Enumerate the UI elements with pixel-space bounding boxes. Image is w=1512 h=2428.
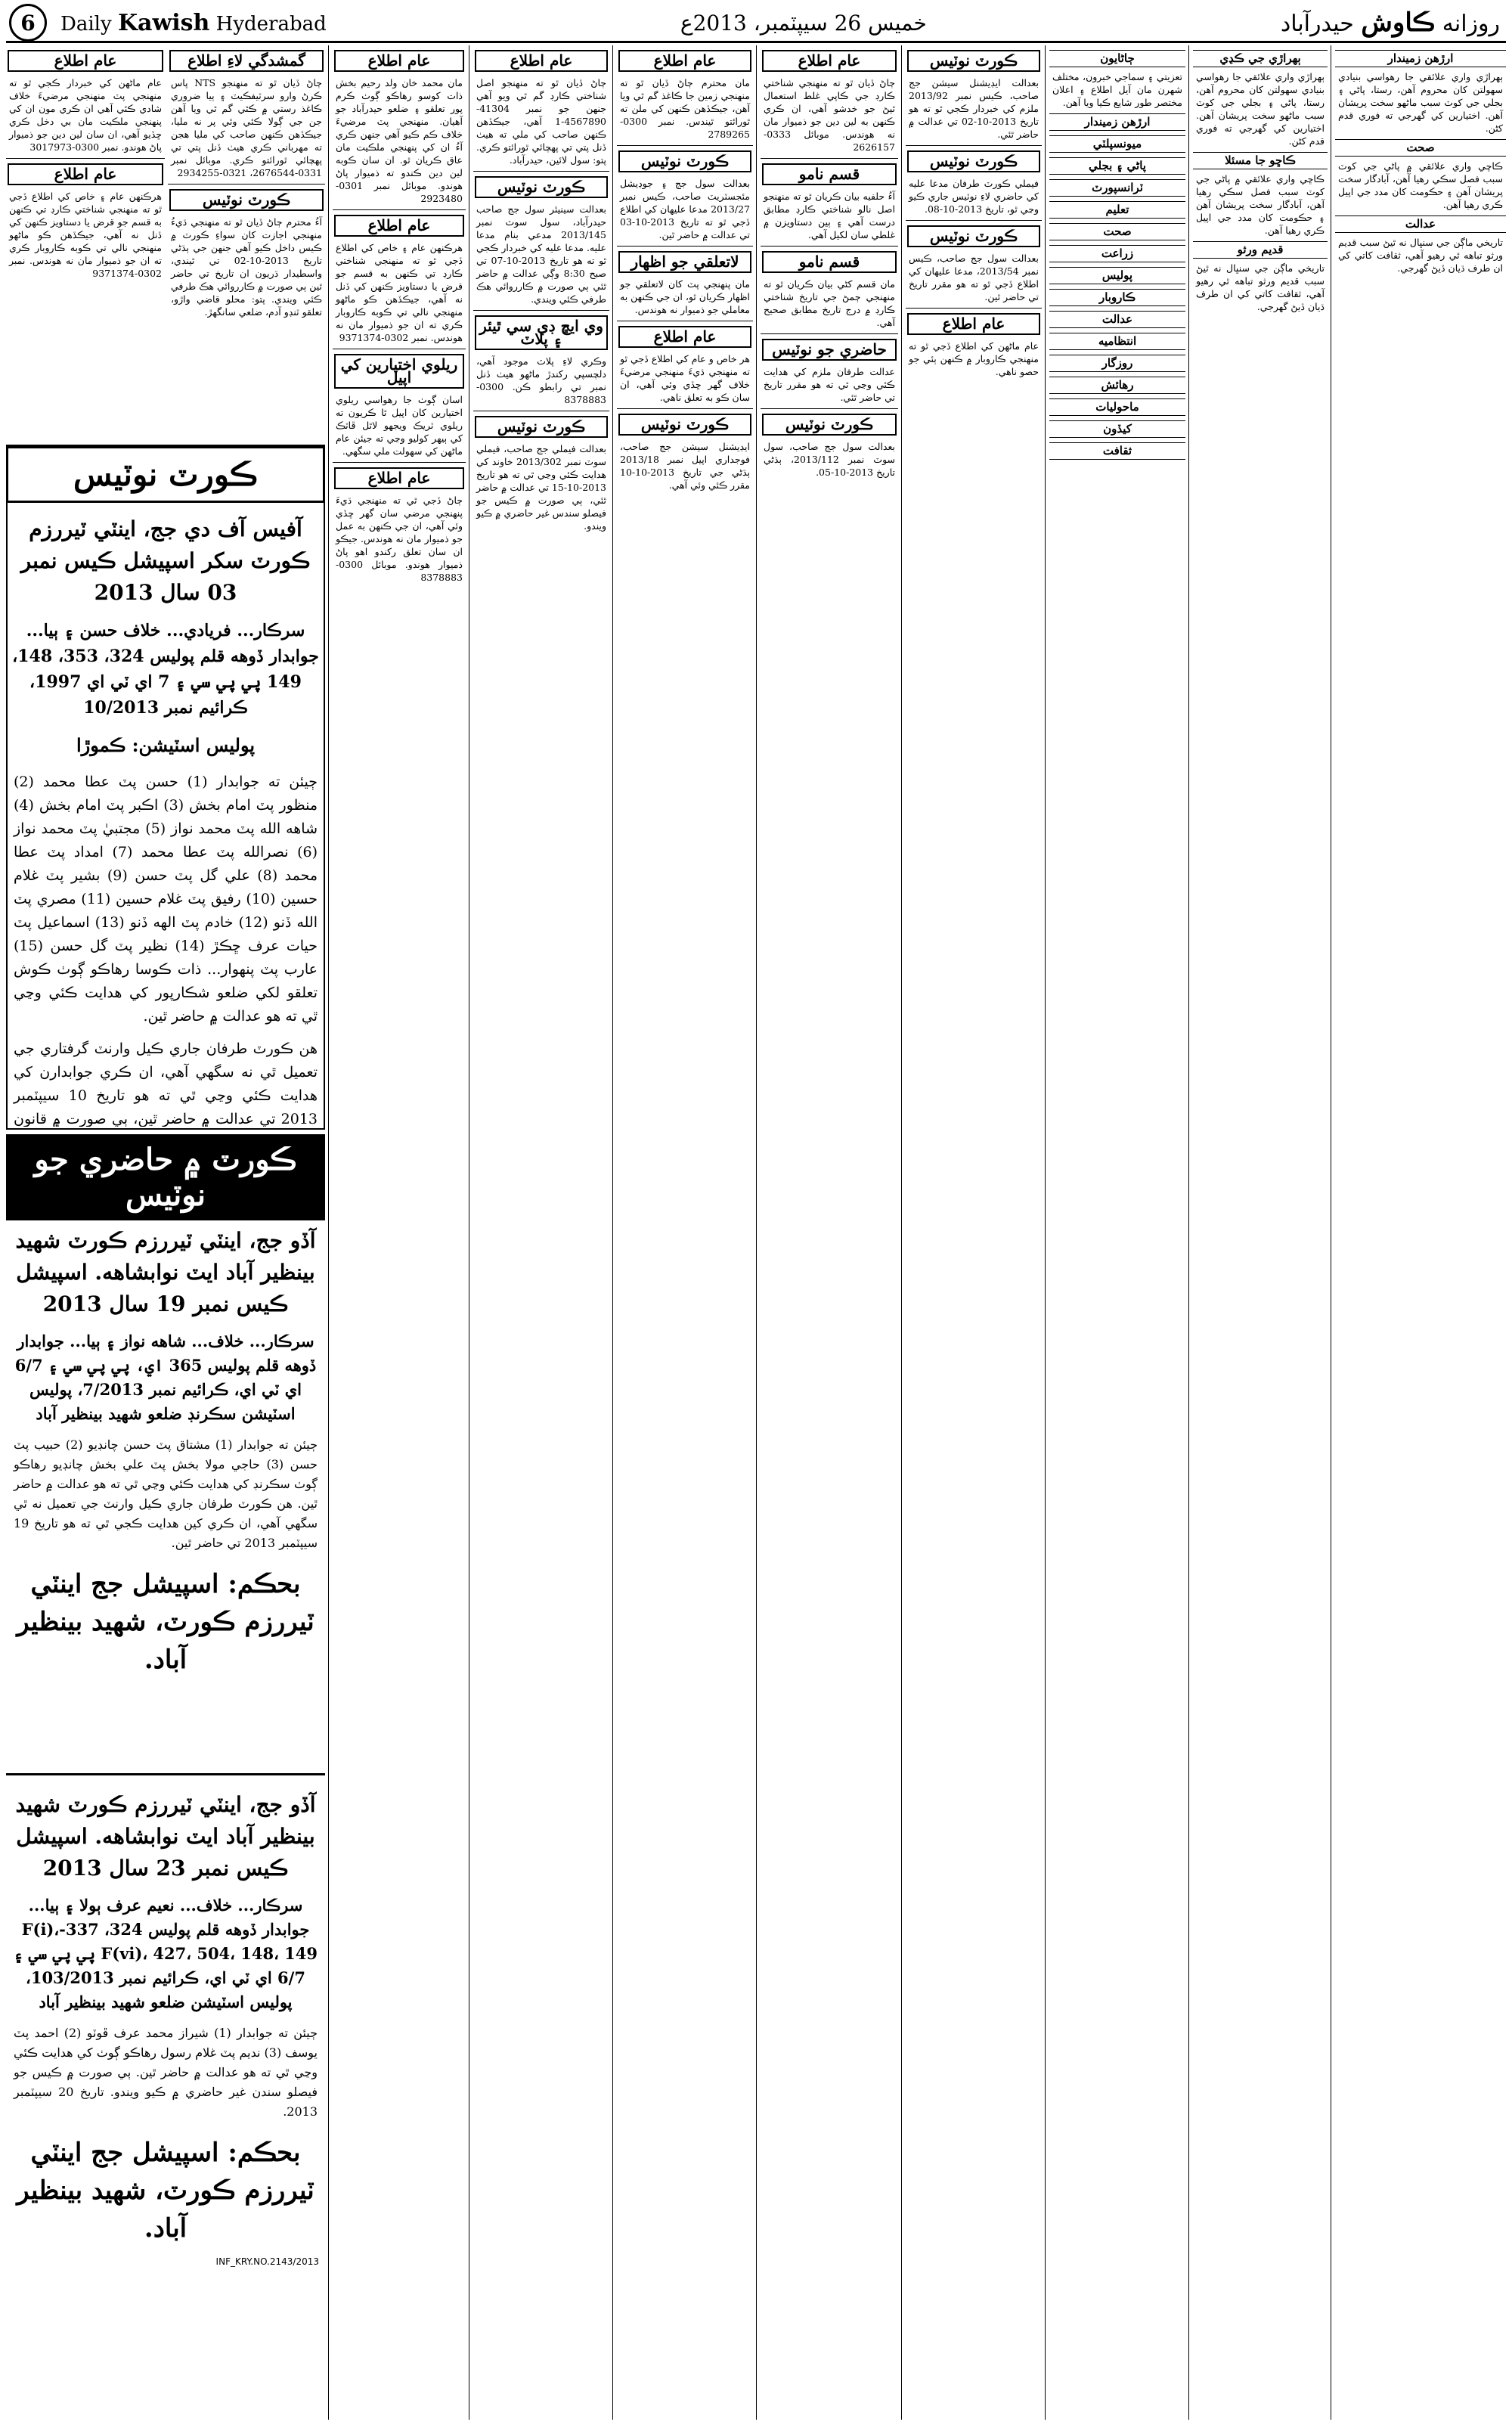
- notice-text: هر خاص و عام کي اطلاع ڏجي ٿو ته منهنجي ڌيءَ منهنجي مرضيءَ خلاف گهر ڇڏي وئي آهي، ان سان ڪو به تعلق ناهي.: [620, 353, 750, 403]
- divider: [6, 158, 165, 159]
- section-heading: ٻهراڙي جي ڪڍي: [1193, 50, 1328, 67]
- section-text: ٻهراڙي واري علائقي جا رهواسي بنيادي سهولتن کان محروم آهن، رستا، پاڻي ۽ بجلي جي کوٽ سبب ماڻهو سخت پريشان آهن. اختيارين کي گهرجي ته فوري قدم کڻن.: [1338, 71, 1503, 134]
- notice-banner: ڪورٽ ۾ حاضري جو نوٽيس: [6, 1134, 325, 1220]
- notice-heading: ڪورٽ نوٽيس: [618, 414, 751, 436]
- notice-heading: عام اطلاع: [618, 326, 751, 348]
- section-heading: عدالت: [1335, 216, 1506, 233]
- divider: [333, 462, 466, 463]
- notice-heading: ڪورٽ نوٽيس: [618, 150, 751, 172]
- column-7: [1049, 45, 1185, 2420]
- divider: [6, 1773, 325, 1775]
- court-title: آڏو جج، اينٽي ٽيررزم ڪورٽ شهيد بينظير آباد ايٽ نوابشاهه. اسپيشل ڪيس نمبر 19 سال 2013: [15, 1228, 316, 1316]
- notice-text: مان قسم کڻي بيان ڪريان ٿو ته منهنجي ڄمڻ جي تاريخ شناختي ڪارڊ ۾ درج تاريخ مطابق صحيح آهي.: [764, 278, 895, 328]
- notice-text: بعدالت سول جج ۽ جوڊيشل مئجسٽريٽ صاحب، ڪيس نمبر 2013/27 مدعا عليهان کي اطلاع ڏجي ٿو ته تاريخ 2013-10-03 تي عدالت ۾ حاضر ٿين.: [620, 178, 750, 240]
- section-heading: ثقافت: [1049, 442, 1185, 460]
- divider: [617, 246, 753, 247]
- left-top-col-b: [168, 45, 325, 469]
- section-heading: تعليم: [1049, 201, 1185, 219]
- section-text: ڪاڇي واري علائقي ۾ پاڻي جي کوٽ سبب فصل سڪي رهيا آهن، آبادگار سخت پريشان آهن ۽ حڪومت کان مدد جي اپيل ڪري رهيا آهن.: [1196, 173, 1325, 236]
- issue-date: خميس 26 سيپٽمبر، 2013ع: [680, 10, 927, 36]
- section-heading: صحت: [1335, 139, 1506, 157]
- notice-heading: عام اطلاع: [334, 215, 464, 237]
- section-heading: انتظاميه: [1049, 333, 1185, 350]
- divider: [617, 408, 753, 409]
- notice-text: بعدالت سول جج صاحب، ڪيس نمبر 2013/54، مدعا عليهان کي اطلاع ڏجي ٿو ته هو مقرر تاريخ تي حاضر ٿين.: [909, 253, 1040, 302]
- divider: [333, 209, 466, 210]
- column-3: [473, 45, 609, 2420]
- section-text: تاريخي ماڳن جي سنڀال نه ٿيڻ سبب قديم ورثو تباهه ٿي رهيو آهي، ثقافت کاتي کي ان طرف ڌيان ڏيڻ گهرجي.: [1338, 237, 1503, 274]
- notice-text: بعدالت فيملي جج صاحب، فيملي سوٽ نمبر 2013/302 خاوند کي هدايت ڪئي وڃي ٿي ته هو تاريخ 2013-10-15 تي عدالت ۾ حاضر ٿئي، ٻي صورت ۾ ڪيس جو فيصلو سندس غير حاضري ۾ ڪيو ويندو.: [476, 443, 606, 532]
- column-6: [906, 45, 1042, 2420]
- case-title: سرڪار... خلاف... شاهه نواز ۽ ٻيا... جوابدار ڏوهه قلم پوليس 365 اي، پي پي سي ۽ 6/7 اي ٽي اي، ڪرائيم نمبر 7/2013، پوليس اسٽيشن سڪرنڊ ضلعو شهيد بينظير آباد: [14, 1332, 317, 1423]
- court-notice-sukkur: [6, 446, 325, 1127]
- notice-heading: ڪورٽ نوٽيس: [475, 176, 608, 198]
- notice-heading: عام اطلاع: [334, 467, 464, 489]
- column-rule: [612, 45, 613, 2420]
- page-number: 6: [9, 4, 47, 42]
- body-text: هن ڪورٽ طرفان جاري ڪيل وارنٽ گرفتاري جي تعميل ٿي نه سگهي آهي، ان ڪري جوابدارن کي هدايت ڪئي وڃي ٿي ته هو تاريخ 10 سيپٽمبر 2013 تي عدالت ۾ حاضر ٿين، ٻي صورت ۾ قانون: [14, 1040, 318, 1127]
- notice-banner: ڪورٽ نوٽيس: [6, 446, 325, 503]
- notice-heading: ڪورٽ نوٽيس: [169, 189, 324, 211]
- parties-text: ڄيئن ته جوابدار (1) مشتاق پٽ حسن چانڊيو (2) حبيب پٽ حسن (3) حاجي مولا بخش پٽ علي بخش چانڊيو رهاڪو ڳوٺ سڪرنڊ کي هدايت ڪئي وڃي ٿي ته هو عدالت ۾ حاضر ٿين. هن ڪورٽ طرفان جاري ڪيل وارنٽ جي تعميل نه ٿي سگهي آهي، ان ڪري کين هدايت ڪجي ٿي ته هو تاريخ 19 سيپٽمبر 2013 تي حاضر ٿين.: [14, 1437, 318, 1550]
- section-text: ڪاڇي واري علائقي ۾ پاڻي جي کوٽ سبب فصل سڪي رهيا آهن، آبادگار سخت پريشان آهن ۽ حڪومت کان مدد جي اپيل ڪري رهيا آهن.: [1338, 160, 1503, 210]
- section-heading: عدالت: [1049, 311, 1185, 328]
- notice-text: ايڊيشنل سيشن جج صاحب، فوجداري اپيل نمبر 2013/18 ٻڌڻي جي تاريخ 2013-10-10 مقرر ڪئي وئي آهي.: [620, 441, 750, 491]
- section-heading: پاڻي ۽ بجلي: [1049, 157, 1185, 175]
- notice-text: هرڪنهن عام ۽ خاص کي اطلاع ڏجي ٿو ته منهنجي شناختي ڪارڊ تي ڪنهن به قسم جو قرض يا دستاويز ڪنهن کي ڏنل نه آهي، جيڪڏهن ڪو ماڻهو منهنجي نالي تي ڪوبه ڪاروبار ڪري ته ان جو ذميوار مان نه هوندس. نمبر 0302-9371374: [9, 191, 162, 279]
- notice-heading: عام اطلاع: [334, 50, 464, 72]
- notice-text: بعدالت سينيئر سول جج صاحب حيدرآباد، سول سوٽ نمبر 2013/145 مدعي بنام مدعا عليه. مدعا عليه کي خبردار ڪجي ٿو ته هو تاريخ 2013-10-07 تي صبح 8:30 وڳي عدالت ۾ حاضر ٿئي ٻي صورت ۾ ڪارروائي هڪ طرفي ڪئي ويندي.: [476, 203, 607, 305]
- left-top-col-a: [6, 45, 165, 469]
- section-heading: ماحوليات: [1049, 398, 1185, 416]
- notice-heading: ڪورٽ نوٽيس: [762, 414, 897, 436]
- notice-text: ڄاڻ ڏيان ٿو ته منهنجو اصل شناختي ڪارڊ گم ٿي ويو آهي جنهن جو نمبر 41304-4567890-1 آهي، جيڪڏهن ڪنهن صاحب کي ملي ته هيٺ ڏنل پتي تي پهچائي ٿورائتو ڪري. پتو: سول لائين، حيدرآباد.: [476, 77, 606, 166]
- masthead: [6, 5, 1506, 43]
- divider: [473, 310, 609, 311]
- column-5: [761, 45, 898, 2420]
- section-heading: روزگار: [1049, 355, 1185, 372]
- paper-name-ur-brand: ڪاوش: [1361, 8, 1436, 38]
- divider: [473, 171, 609, 172]
- divider: [906, 308, 1042, 309]
- court-title: آڏو جج، اينٽي ٽيررزم ڪورٽ شهيد بينظير آباد ايٽ نوابشاهه. اسپيشل ڪيس نمبر 23 سال 2013: [15, 1792, 316, 1881]
- parties-text: ڄيئن ته جوابدار (1) حسن پٽ عطا محمد (2) منظور پٽ امام بخش (3) اڪبر پٽ امام بخش (4) شاهه الله پٽ محمد نواز (5) مجتبيٰ پٽ محمد نواز (6) نصرالله پٽ عطا محمد (7) امداد پٽ عطا محمد (8) علي گل پٽ حسن (9) بشير پٽ غلام حسين (10) رفيق پٽ غلام حسين (11) مصري پٽ الله ڏنو (12) خادم پٽ الهه ڏنو (13) اسماعيل پٽ حيات عرف ڇڪڙ (14) نظير پٽ گل حسن (15) عارب پٽ پنهوار... ذات ڪوسا رهاڪو ڳوٺ ڪوش تعلقو لکي ضلعو شڪارپور کي هدايت ڪئي وڃي ٿي ته هو عدالت ۾ حاضر ٿين.: [14, 774, 318, 1025]
- section-heading: صحت: [1049, 223, 1185, 240]
- divider: [761, 408, 898, 409]
- notice-text: هرڪنهن عام ۽ خاص کي اطلاع ڏجي ٿو ته منهنجي شناختي ڪارڊ تي ڪنهن به قسم جو قرض يا دستاويز ڪنهن کي ڏنل نه آهي، جيڪڏهن ڪو ماڻهو منهنجي نالي تي ڪوبه ڪاروبار ڪري ته ان جو ذميوار مان نه هوندس. نمبر 0302-9371374: [336, 242, 463, 343]
- notice-text: ڄاڻ ڏيان ٿو ته منهنجو NTS پاس ڪرڻ وارو سرٽيفڪيٽ ۽ ٻيا ضروري ڪاغذ رستي ۾ ڪٿي گم ٿي ويا آهن جن جي ڳولا ڪئي وئي پر نه مليا، جيڪڏهن ڪنهن صاحب کي مليا هجن ته مهرباني ڪري هيٺ ڏنل پتي تي پهچائي ٿورائتو ڪري. موبائل نمبر 0331-2676544، 0321-2934255: [171, 77, 322, 178]
- notice-text: وڪري لاءِ پلاٽ موجود آهي، دلچسپي رکندڙ ماڻهو هيٺ ڏنل نمبر تي رابطو ڪن. 0300-8378883: [476, 355, 606, 405]
- divider: [906, 220, 1042, 221]
- column-rule: [328, 45, 329, 2420]
- section-heading: قديم ورثو: [1193, 241, 1328, 259]
- notice-text: عام ماڻهن کي اطلاع ڏجي ٿو ته منهنجي ڪاروبار ۾ ڪنهن ٻئي جو حصو ناهي.: [909, 340, 1039, 377]
- notice-text: مان محمد خان ولد رحيم بخش ذات کوسو رهاڪو ڳوٺ ڪرم پور تعلقو ۽ ضلعو حيدرآباد جو آهيان. منهنجي پٽ مرضيءَ خلاف ڪم ڪيو آهي جنهن ڪري آءُ ان کي پنهنجي ملڪيت مان عاق ڪريان ٿو. ان سان ڪوبه لين دين ڪندو ته ذميوار پاڻ هوندو. موبائل نمبر 0301-2923480: [336, 77, 463, 204]
- notice-heading: عام اطلاع: [618, 50, 751, 72]
- section-heading: ڪاڇو جا مسئلا: [1193, 152, 1328, 169]
- section-heading: ارڙهن زميندار: [1335, 50, 1506, 67]
- paper-name-prefix: Daily: [60, 12, 112, 36]
- column-rule: [1188, 45, 1189, 2420]
- paper-name-urdu: [1281, 8, 1500, 38]
- notice-text: اسان ڳوٺ جا رهواسي ريلوي اختيارين کان اپيل ٿا ڪريون ته ريلوي ٽريڪ ويجهو لاٿل ڦاٽڪ کي ٻيهر کوليو وڃي ته جيئن عام ماڻهن کي سهولت ملي سگهي.: [336, 394, 463, 457]
- section-text: ٻهراڙي واري علائقي جا رهواسي بنيادي سهولتن کان محروم آهن، رستا، پاڻي ۽ بجلي جي کوٽ سبب ماڻهو سخت پريشان آهن. اختيارين کي گهرجي ته فوري قدم کڻن.: [1196, 71, 1325, 147]
- case-title: سرڪار... خلاف... نعيم عرف ٻولا ۽ ٻيا... جوابدار ڏوهه قلم پوليس 324، 337-F(i)، F(vi)، 427، 504، 148، 149 پي پي سي ۽ 6/7 اي ٽي اي، ڪرائيم نمبر 103/2013، پوليس اسٽيشن ضلعو شهيد بينظير آباد: [13, 1896, 318, 2011]
- section-heading: ارڙهن زميندار: [1049, 113, 1185, 131]
- divider: [168, 184, 325, 185]
- court-attendance-notice-2: [6, 1785, 325, 2420]
- divider: [761, 333, 898, 334]
- notice-text: عام ماڻهن کي خبردار ڪجي ٿو ته منهنجي پٽ منهنجي مرضيءَ خلاف شادي ڪئي آهي ان ڪري مون ان کي پنهنجي ملڪيت مان بي دخل ڪري ڇڏيو آهي، ان سان لين دين جو ذميوار پاڻ هوندو. نمبر 0300-3017973: [9, 77, 162, 153]
- divider: [906, 145, 1042, 146]
- police-station: پوليس اسٽيشن: ڪموڙا: [76, 734, 256, 756]
- paper-name-english: [60, 10, 327, 36]
- notice-heading: ڪورٽ نوٽيس: [907, 225, 1040, 247]
- reference-number: INF_KRY.NO.2143/2013: [215, 2256, 319, 2267]
- notice-text: مان محترم ڄاڻ ڏيان ٿو ته منهنجي زمين جا ڪاغذ گم ٿي ويا آهن، جيڪڏهن ڪنهن کي ملن ته ٿورائتو ٿيندس. نمبر 0300-2789265: [620, 77, 750, 140]
- column-rule: [901, 45, 902, 2420]
- section-heading: ڄاڻايون: [1049, 50, 1185, 67]
- section-heading: کيڏون: [1049, 420, 1185, 438]
- notice-heading: لاتعلقي جو اظهار: [618, 251, 751, 273]
- notice-heading: حاضري جو نوٽيس: [762, 339, 897, 361]
- notice-heading: ريلوي اختيارين کي اپيل: [334, 354, 464, 389]
- notice-heading: ڪورٽ نوٽيس: [907, 150, 1040, 172]
- section-heading: ميونسپلٽي: [1049, 135, 1185, 153]
- section-heading: ڪاروبار: [1049, 289, 1185, 306]
- notice-heading: عام اطلاع: [8, 50, 163, 72]
- column-rule: [756, 45, 757, 2420]
- notice-heading: وي ايڇ ڊي سي ٿيئر ۽ پلاٽ: [475, 315, 608, 350]
- notice-heading: ڪورٽ نوٽيس: [907, 50, 1040, 72]
- section-heading: پوليس: [1049, 267, 1185, 284]
- section-text: تاريخي ماڳن جي سنڀال نه ٿيڻ سبب قديم ورثو تباهه ٿي رهيو آهي، ثقافت کاتي کي ان طرف ڌيان ڏيڻ گهرجي.: [1196, 262, 1325, 312]
- section-heading: زراعت: [1049, 245, 1185, 262]
- paper-name-city: Hyderabad: [215, 12, 327, 36]
- notice-heading: عام اطلاع: [475, 50, 608, 72]
- court-title: آفيس آف دي جج، اينٽي ٽيررزم ڪورٽ سکر اسپيشل ڪيس نمبر 03 سال 2013: [20, 516, 311, 605]
- column-4: [617, 45, 753, 2420]
- parties-text: ڄيئن ته جوابدار (1) شيراز محمد عرف ڦوٽو (2) احمد پٽ يوسف (3) نديم پٽ غلام رسول رهاڪو ڳوٺ کي هدايت ڪئي وڃي ٿي ته هو عدالت ۾ حاضر ٿين. ٻي صورت ۾ ڪيس جو فيصلو سندن غير حاضري ۾ ڪيو ويندو. تاريخ 20 سيپٽمبر 2013.: [14, 2026, 318, 2119]
- court-attendance-notice-1: [6, 1134, 325, 1769]
- case-title: سرڪار... فريادي... خلاف حسن ۽ ٻيا... جوابدار ڏوهه قلم پوليس 324، 353، 148، 149 پي پي سي ۽ 7 اي ٽي اي 1997، ڪرائيم نمبر 10/2013: [12, 621, 319, 718]
- notice-heading: عام اطلاع: [8, 163, 163, 185]
- divider: [617, 145, 753, 146]
- section-heading: ٽرانسپورٽ: [1049, 179, 1185, 197]
- notice-heading: ڪورٽ نوٽيس: [475, 416, 608, 438]
- notice-text: آءُ محترم ڄاڻ ڏيان ٿو ته منهنجي ڌيءُ منهنجي اجازت کان سواءِ ڪورٽ ۾ ڪيس داخل ڪيو آهي جنهن جي ٻڌڻي تاريخ 2013-10-02 تي ٿيندي، واسطيدار ڌريون ان تاريخ تي حاضر ٿين ٻي صورت ۾ ڪارروائي هڪ طرفي ڪئي ويندي. پتو: محلو قاضي واڙو، تعلقو ٽنڊو آدم، ضلعي سانگهڙ.: [171, 216, 322, 318]
- divider: [761, 246, 898, 247]
- paper-name-brand: Kawish: [117, 9, 210, 36]
- paper-name-ur-prefix: روزانه: [1442, 11, 1500, 37]
- notice-heading: قسم نامو: [762, 251, 897, 273]
- notice-text: عدالت طرفان ملزم کي هدايت ڪئي وڃي ٿي ته هو مقرر تاريخ تي حاضر ٿئي.: [764, 366, 895, 403]
- divider: [761, 158, 898, 159]
- column-2: [333, 45, 466, 2420]
- notice-text: بعدالت سول جج صاحب، سول سوٽ نمبر 2013/112، ٻڌڻي تاريخ 2013-10-05.: [764, 441, 895, 478]
- notice-heading: عام اطلاع: [907, 313, 1040, 335]
- notice-text: بعدالت ايڊيشنل سيشن جج صاحب، ڪيس نمبر 2013/92 ملزم کي خبردار ڪجي ٿو ته هو تاريخ 2013-10-02 تي عدالت ۾ حاضر ٿئي.: [909, 77, 1039, 140]
- notice-text: ڄاڻ ڏيان ٿو ته منهنجي شناختي ڪارڊ جي ڪاپي غلط استعمال ٿيڻ جو خدشو آهي، ان ڪري ڪنهن به لين دين جو ذميوار مان نه هوندس. موبائل 0333-2626157: [764, 77, 895, 153]
- notice-heading: قسم نامو: [762, 163, 897, 185]
- notice-heading: گمشدگي لاءِ اطلاع: [169, 50, 324, 72]
- notice-text: مان پنهنجي پٽ کان لاتعلقي جو اظهار ڪريان ٿو، ان جي ڪنهن به معاملي جو ذميوار نه هوندس.: [620, 278, 750, 315]
- paper-name-ur-city: حيدرآباد: [1280, 11, 1354, 37]
- column-rule: [1045, 45, 1046, 2420]
- notice-text: آءُ حلفيه بيان ڪريان ٿو ته منهنجو اصل نالو شناختي ڪارڊ مطابق درست آهي ۽ ٻين دستاويزن ۾ غلطي سان لکيل آهي.: [764, 191, 895, 240]
- section-heading: رهائش: [1049, 377, 1185, 394]
- notice-heading: عام اطلاع: [762, 50, 897, 72]
- column-9: [1335, 45, 1506, 2420]
- order-by: بحڪم: اسپيشل جج اينٽي ٽيررزم ڪورٽ، شهيد بينظير آباد.: [17, 1569, 314, 1675]
- column-8: [1193, 45, 1328, 2420]
- order-by: بحڪم: اسپيشل جج اينٽي ٽيررزم ڪورٽ، شهيد بينظير آباد.: [17, 2138, 314, 2243]
- notice-text: فيملي ڪورٽ طرفان مدعا عليه کي حاضري لاءِ نوٽيس جاري ڪيو وڃي ٿو، تاريخ 2013-10-08.: [909, 178, 1039, 215]
- section-text: تعزيتي ۽ سماجي خبرون، مختلف شهرن مان آيل اطلاع ۽ اعلان مختصر طور شايع ڪيا ويا آهن.: [1052, 71, 1182, 108]
- notice-text: ڄاڻ ڏجي ٿي ته منهنجي ڌيءَ پنهنجي مرضي سان گهر ڇڏي وئي آهي، ان جي ڪنهن به عمل جو ذميوار مان نه هوندس. جيڪو ان سان تعلق رکندو اهو پاڻ ذميوار هوندو. موبائل 0300-8378883: [336, 495, 463, 583]
